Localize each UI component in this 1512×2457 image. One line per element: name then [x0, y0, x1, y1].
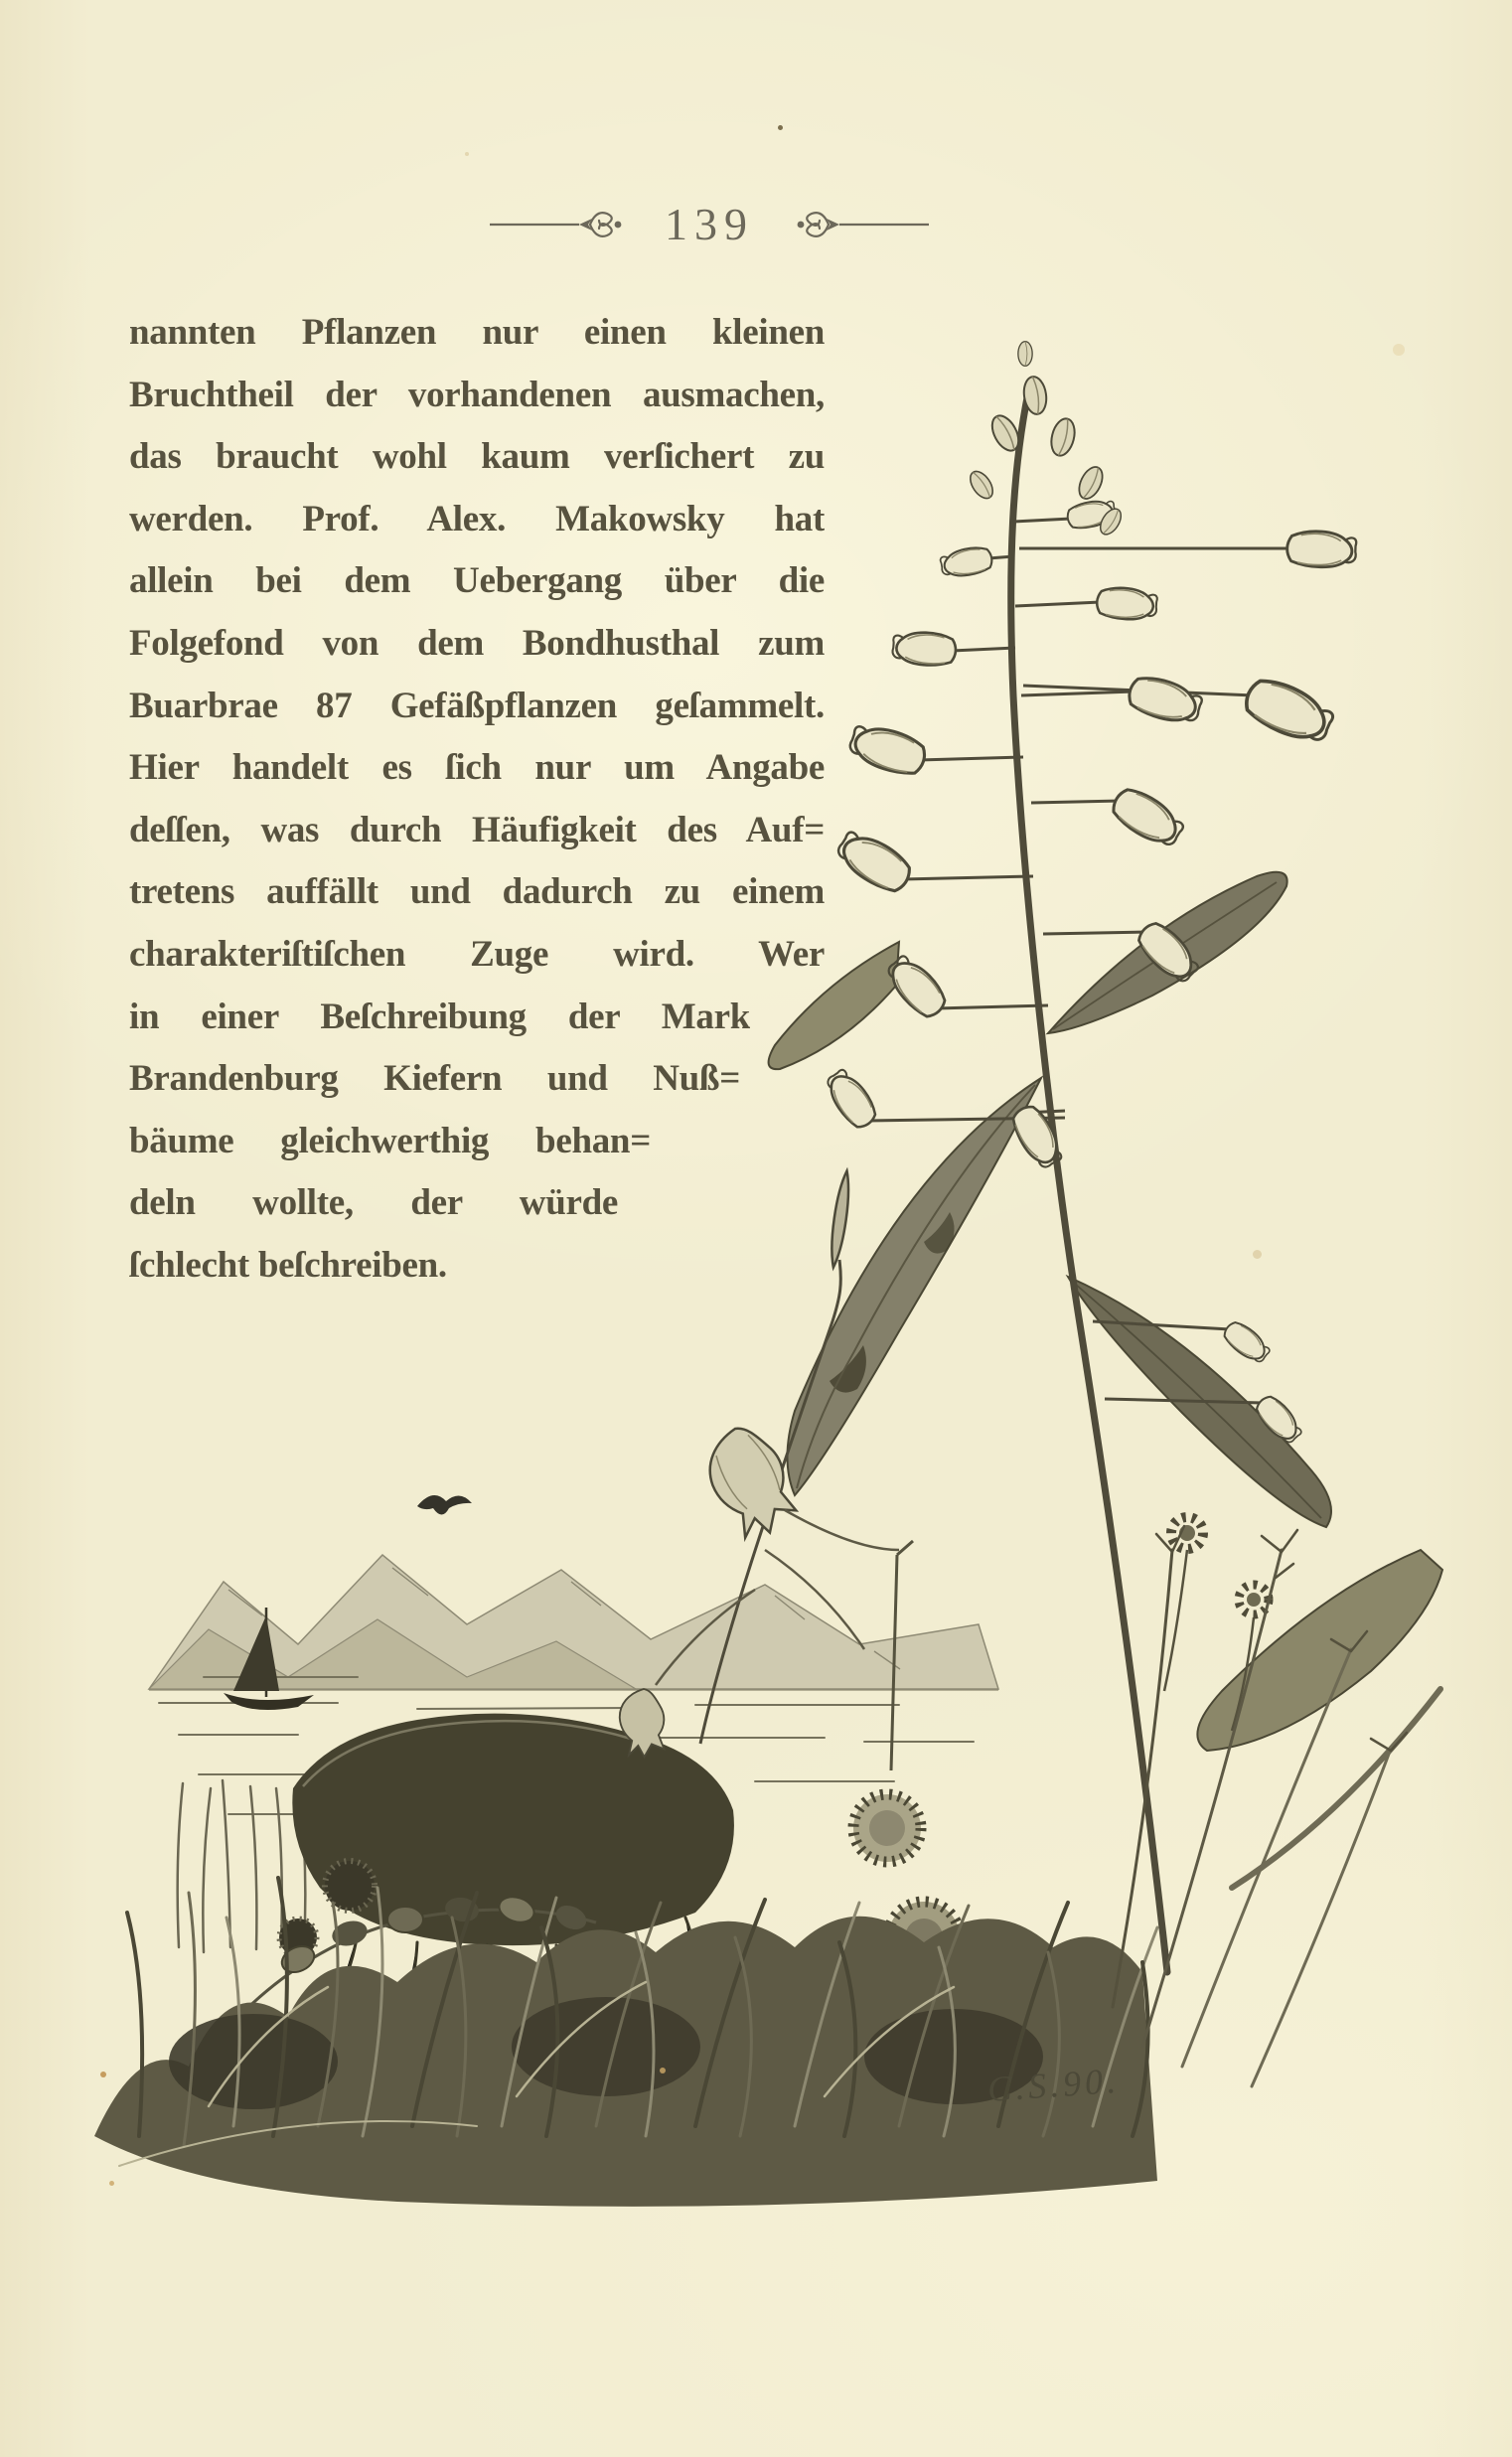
foxing-spot — [100, 2072, 106, 2077]
foxglove-stem — [1011, 392, 1167, 1972]
mountain-range — [149, 1555, 998, 1690]
foxing-spot — [778, 125, 783, 130]
foxing-spot — [1393, 344, 1405, 356]
text-line: allein bei dem Uebergang über die — [129, 560, 825, 602]
page-number: 139 — [665, 199, 754, 249]
text-line: deſſen, was durch Häufigkeit des Auf= — [129, 809, 825, 850]
harebell-bud — [828, 1170, 853, 1269]
text-line: Bruchtheil der vorhandenen ausmachen, — [129, 374, 825, 415]
text-line: Hier handelt es ſich nur um Angabe — [129, 747, 825, 789]
foxing-spot — [109, 2181, 114, 2186]
text-line: tretens auffällt und dadurch zu einem — [129, 871, 825, 913]
large-leaves — [769, 872, 1442, 1751]
text-line: Folgefond von dem Bondhusthal zum — [129, 622, 825, 664]
text-line: charakteriſtiſchen Zuge wird. Wer — [129, 933, 825, 975]
text-line: nannten Pflanzen nur einen kleinen — [129, 312, 825, 353]
text-line: Buarbrae 87 Gefäßpflanzen geſammelt. — [129, 685, 825, 726]
foxing-spot — [1253, 1250, 1262, 1259]
text-line: werden. Prof. Alex. Makowsky hat — [129, 498, 825, 539]
text-line: das braucht wohl kaum verſichert zu — [129, 436, 825, 478]
text-line: in einer Beſchreibung der Mark — [129, 996, 750, 1037]
text-line: Brandenburg Kiefern und Nuß= — [129, 1058, 740, 1100]
foxing-spot — [660, 2068, 666, 2073]
flying-bird — [417, 1495, 472, 1514]
foxing-spot — [465, 152, 469, 156]
text-line: bäume gleichwerthig behan= — [129, 1120, 651, 1161]
artist-signature: C.S.90. — [985, 2060, 1122, 2109]
text-line: deln wollte, der würde — [129, 1182, 618, 1224]
text-line: ſchlecht beſchreiben. — [129, 1244, 447, 1286]
